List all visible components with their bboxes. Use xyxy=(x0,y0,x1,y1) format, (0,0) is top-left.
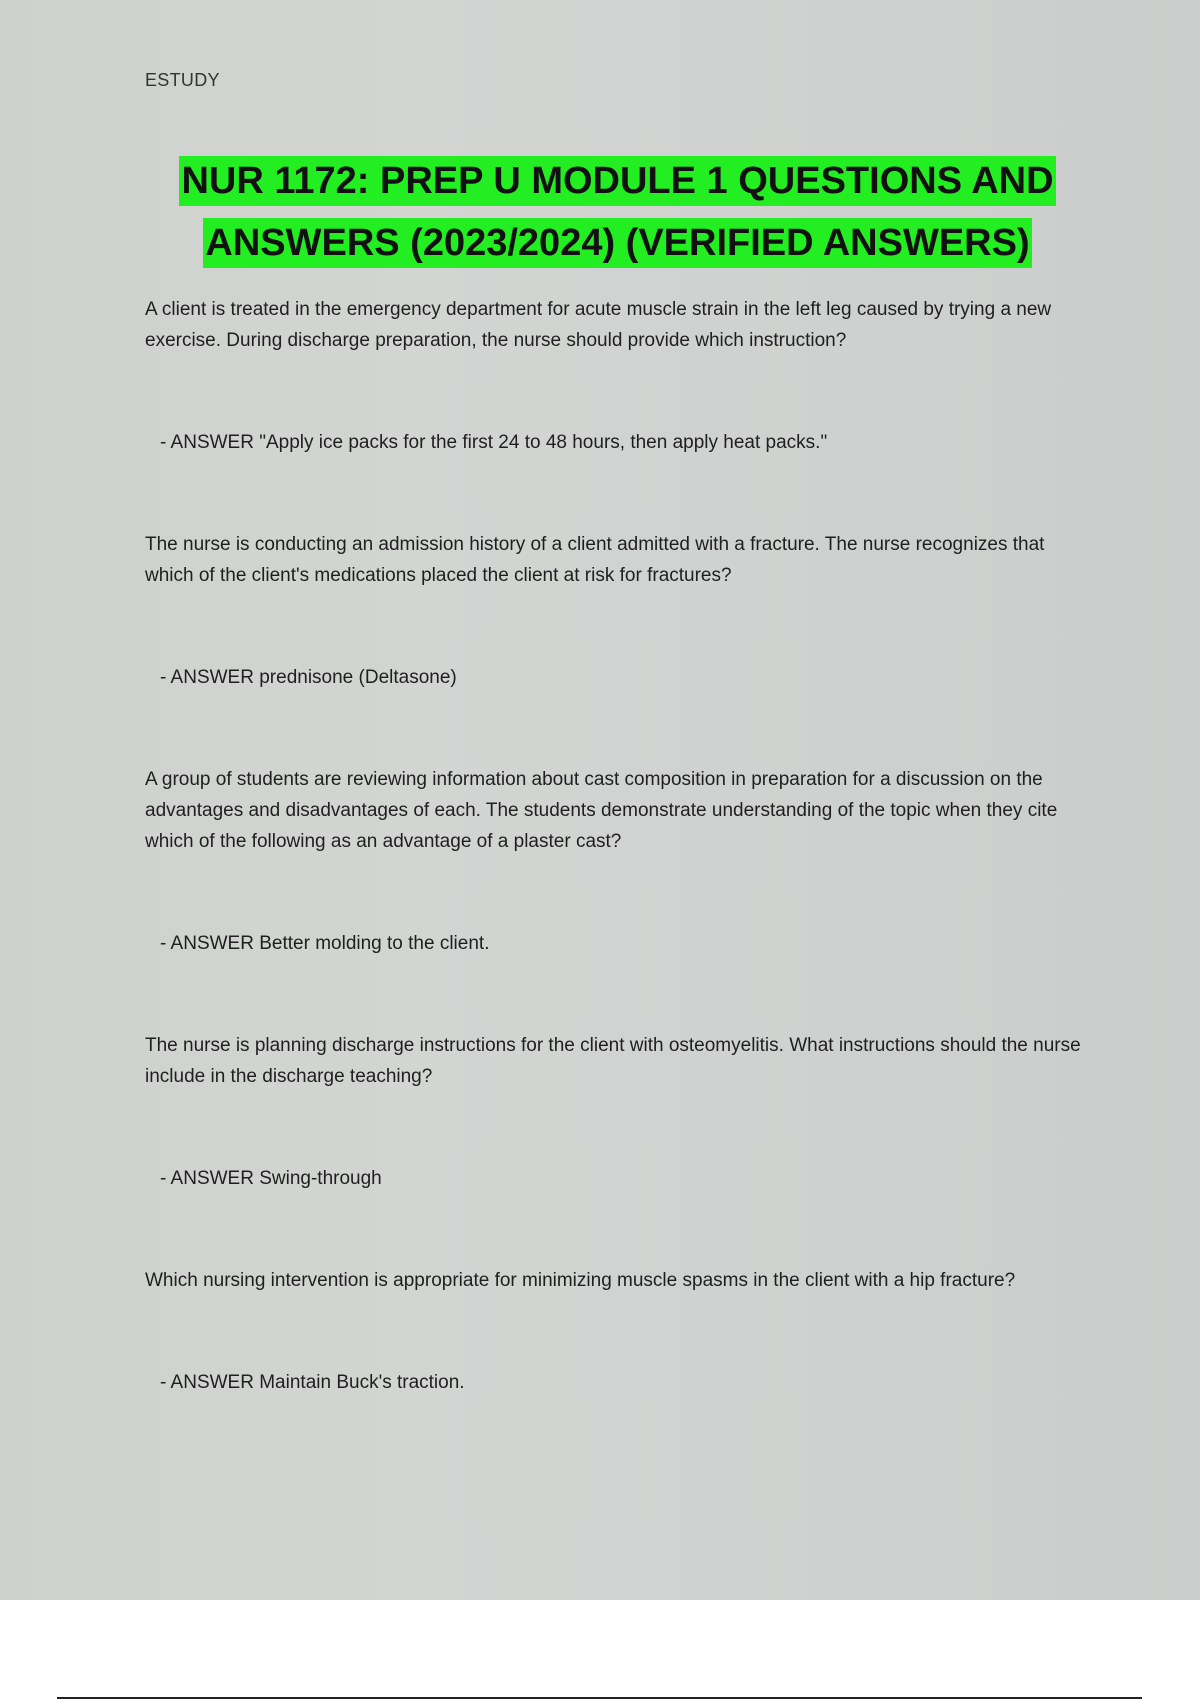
question-text: The nurse is conducting an admission history of a client admitted with a fracture. The nurse recognizes that which of the client's medications placed the client at risk for fractures? xyxy=(145,534,1045,586)
answer-text: - ANSWER "Apply ice packs for the first 24 to 48 hours, then apply heat packs." xyxy=(160,432,828,453)
qa-item xyxy=(145,529,1095,693)
qa-item xyxy=(145,294,1095,458)
answer-text: - ANSWER Maintain Buck's traction. xyxy=(160,1372,465,1393)
title-line-1: NUR 1172: PREP U MODULE 1 QUESTIONS AND xyxy=(179,156,1055,206)
document-header-label: ESTUDY xyxy=(145,70,220,90)
question-text: A client is treated in the emergency department for acute muscle strain in the left leg caused by trying a new exercise. During discharge preparation, the nurse should provide which instruction? xyxy=(145,299,1052,351)
question-text: The nurse is planning discharge instructions for the client with osteomyelitis. What instructions should the nurse include in the discharge teaching? xyxy=(145,1035,1081,1087)
document-title xyxy=(120,150,1115,274)
answer-text: - ANSWER Swing-through xyxy=(160,1168,382,1189)
question-text: A group of students are reviewing information about cast composition in preparation for a discussion on the advantages and disadvantages of each. The students demonstrate understanding of the topic when they cite which of the following as an advantage of a plaster cast? xyxy=(145,769,1058,852)
answer-text: - ANSWER Better molding to the client. xyxy=(160,933,490,954)
title-line-2: ANSWERS (2023/2024) (VERIFIED ANSWERS) xyxy=(203,218,1031,268)
footer-divider xyxy=(57,1697,1142,1699)
qa-item xyxy=(145,1265,1095,1398)
qa-item xyxy=(145,764,1095,959)
qa-item xyxy=(145,1030,1095,1194)
answer-text: - ANSWER prednisone (Deltasone) xyxy=(160,667,457,688)
qa-list xyxy=(145,294,1095,1398)
question-text: Which nursing intervention is appropriate for minimizing muscle spasms in the client with a hip fracture? xyxy=(145,1270,1016,1291)
